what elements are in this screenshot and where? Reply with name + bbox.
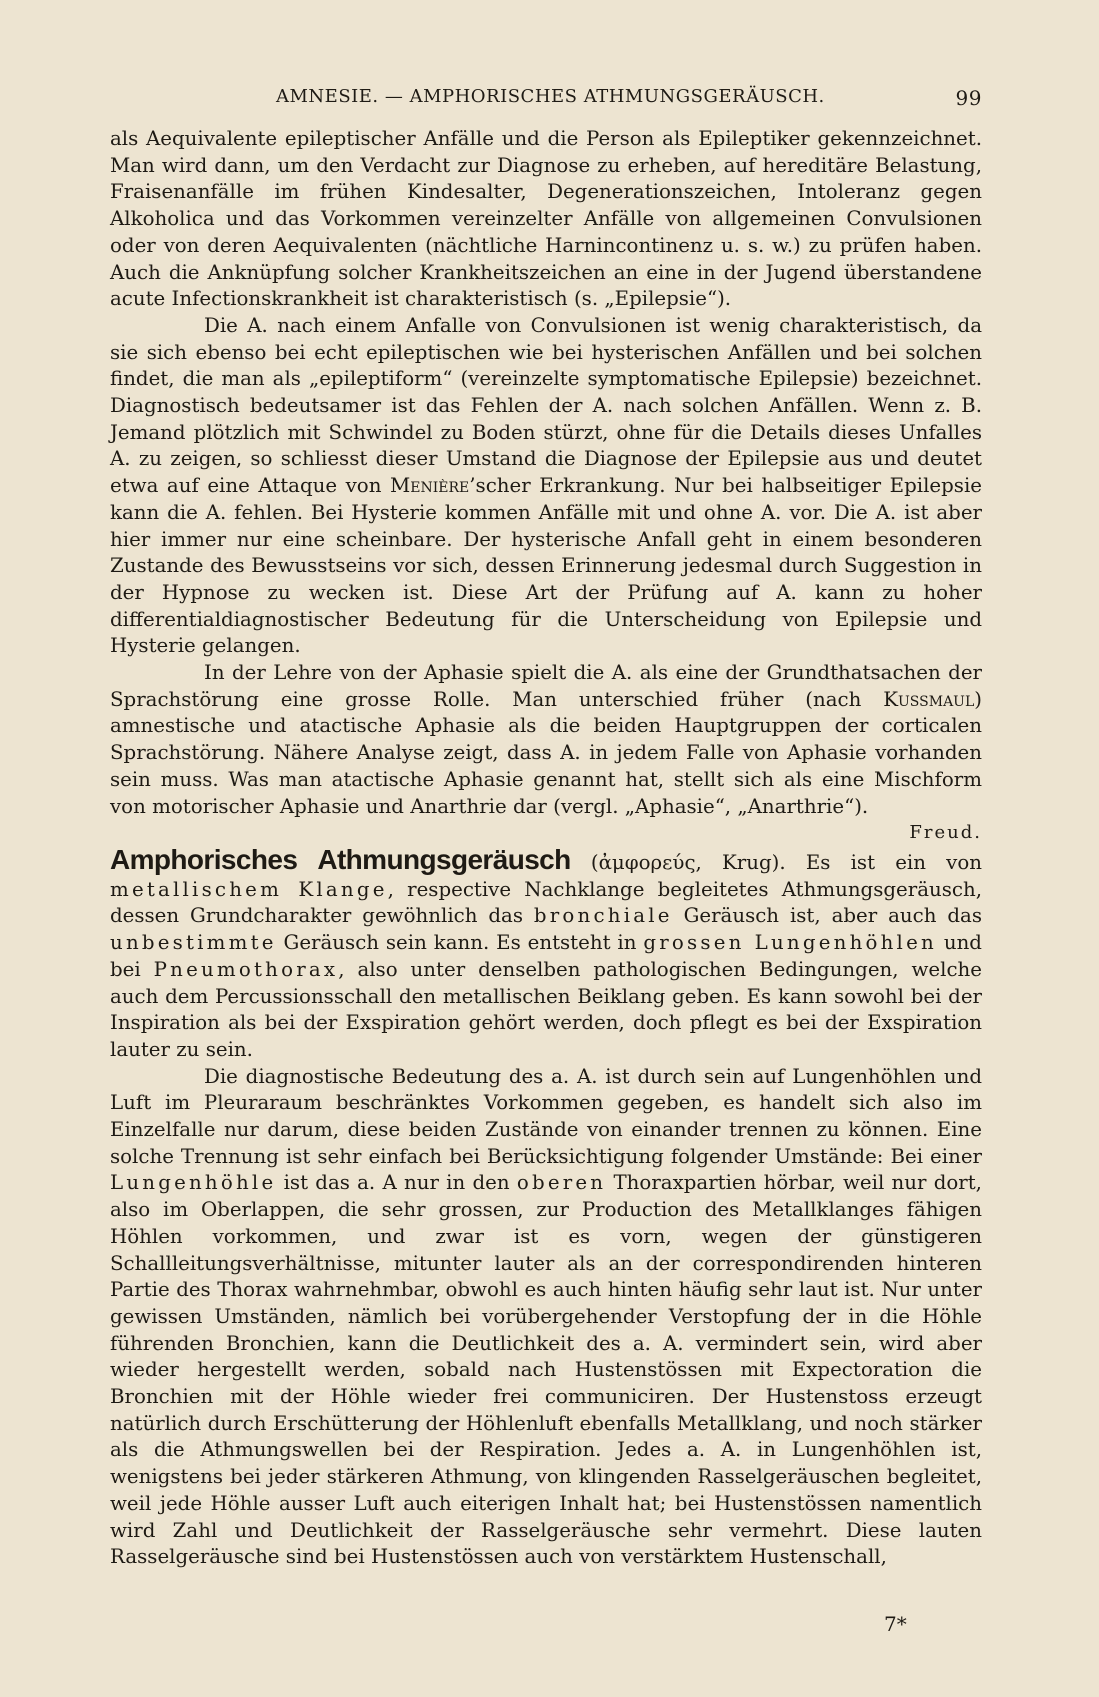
author-name: Kussmaul xyxy=(883,687,975,711)
text-run: und bei xyxy=(110,931,982,981)
text-run: Geräusch sein kann. Es entsteht in xyxy=(283,931,637,955)
spaced-term: unbestimmte xyxy=(110,931,277,955)
text-run: In der Lehre von der Aphasie spielt die A. als eine der Grundthatsachen der Sprachstörung eine grosse Rolle. Man unterschied früher (nach xyxy=(110,661,982,711)
text-run: Thoraxpartien hörbar, weil nur dort, also im Oberlappen, die sehr grossen, zur Production des Metallklanges fähigen Höhlen vorkommen, und zwar ist es vorn, wegen der günstigeren Schallleitungsverhältnisse, mitunter lauter als an der correspondirenden hinteren Partie des Thorax wahrnehmbar, obwohl es auch hinten häufig sehr laut ist. Nur unter gewissen Umständen, nämlich bei vorübergehender Verstopfung der in die Höhle führenden Bronchien, kann die Deutlichkeit des a. A. vermindert sein, wird aber wieder hergestellt werden, sobald nach Hustenstössen mit Expectoration die Bronchien mit der Höhle wieder frei communiciren. Der Hustenstoss erzeugt natürlich durch Erschütterung der Höhlenluft ebenfalls Metallklang, und noch stärker als die Athmungswellen bei der Respiration. Jedes a. A. in Lungenhöhlen ist, wenigstens bei jeder stärkeren Athmung, von klingenden Rasselgeräuschen begleitet, weil jede Höhle ausser Luft auch eiterigen Inhalt hat; bei Hustenstössen namentlich wird Zahl und Deutlichkeit der Rasselgeräusche sehr vermehrt. Diese lauten Rasselgeräusche sind bei Hustenstössen auch von verstärktem Hustenschall, xyxy=(110,1171,982,1569)
spaced-term: bronchiale xyxy=(533,904,673,928)
text-run: ’scher Erkrankung. Nur bei halbseitiger Epilepsie kann die A. fehlen. Bei Hysterie kommen Anfälle mit und ohne A. vor. Die A. ist aber hier immer nur eine scheinbare. Der hysterische Anfall geht in einem besonderen Zustande des Bewusstseins vor sich, dessen Erinnerung jedesmal durch Suggestion in der Hypnose zu wecken ist. Diese Art der Prüfung auf A. kann zu hoher differentialdiagnostischer Bedeutung für die Unterscheidung von Epilepsie und Hysterie gelangen. xyxy=(110,474,982,658)
text-run: (ἀμφορεύς, Krug). Es ist ein von xyxy=(570,850,983,874)
text-run: , also unter denselben pathologischen Bedingungen, welche auch dem Percussionsschall den metallischen Beiklang geben. Es kann sowohl bei der Inspiration als bei der Exspiration gehört werden, doch pflegt es bei der Exspiration lauter zu sein. xyxy=(110,957,982,1061)
text-run: Die A. nach einem Anfalle von Convulsionen ist wenig charakteristisch, da sie sich ebenso bei echt epileptischen wie bei hysterischen Anfällen und bei solchen findet, die man als „epileptiform“ (vereinzelte symptomatische Epilepsie) bezeichnet. Diagnostisch bedeutsamer ist das Fehlen der A. nach solchen Anfällen. Wenn z. B. Jemand plötzlich mit Schwindel zu Boden stürzt, ohne für die Details dieses Unfalles A. zu zeigen, so schliesst dieser Umstand die Diagnose der Epilepsie aus und deutet etwa auf eine Attaque von xyxy=(110,313,982,498)
entry-headword: Amphorisches Athmungsgeräusch xyxy=(110,843,571,875)
text-run: , respective Nachklange begleitetes Athmungsgeräusch, dessen Grundcharakter gewöhnlich das xyxy=(110,877,982,928)
entry-paragraph xyxy=(110,843,983,1064)
spaced-term: Pneumothorax xyxy=(153,957,339,981)
text-run: ist das a. A nur in den xyxy=(283,1171,510,1195)
author-signature: Freud. xyxy=(909,822,982,844)
author-name: Menière xyxy=(390,474,470,498)
spaced-term: grossen Lungenhöhlen xyxy=(643,931,937,955)
page-number: 99 xyxy=(955,86,982,110)
text-run: ) amnestische und atactische Aphasie als die beiden Hauptgruppen der corticalen Sprachstörung. Nähere Analyse zeigt, dass A. in jedem Falle von Aphasie vorhanden sein muss. Was man atactische Aphasie genannt hat, stellt sich als eine Mischform von motorischer Aphasie und Anarthrie dar (vergl. „Aphasie“, „Anarthrie“). xyxy=(110,687,982,818)
paragraph xyxy=(110,1064,982,1571)
running-header xyxy=(110,82,982,112)
spaced-term: Lungenhöhle xyxy=(110,1171,277,1195)
running-title: AMNESIE. — AMPHORISCHES ATHMUNGSGERÄUSCH. xyxy=(276,86,825,107)
paragraph xyxy=(110,313,982,660)
paragraph: als Aequivalente epileptischer Anfälle und die Person als Epileptiker gekennzeichnet. Man wird dann, um den Verdacht zur Diagnose zu erheben, auf hereditäre Belastung, Fraisenanfälle im frühen Kindesalter, Degenerationszeichen, Intoleranz gegen Alkoholica und das Vorkommen vereinzelter Anfälle von allgemeinen Convulsionen oder von deren Aequivalenten (nächtliche Harnincontinenz u. s. w.) zu prüfen haben. Auch die Anknüpfung solcher Krankheitszeichen an eine in der Jugend überstandene acute Infectionskrankheit ist charakteristisch (s. „Epilepsie“). xyxy=(110,127,982,311)
signature-mark: 7* xyxy=(884,1612,907,1636)
spaced-term: metallischem Klange xyxy=(110,877,388,901)
text-run: Die diagnostische Bedeutung des a. A. ist durch sein auf Lungenhöhlen und Luft im Pleuraraum beschränktes Vorkommen gegeben, es handelt sich also im Einzelfalle nur darum, diese beiden Zustände von einander trennen zu können. Eine solche Trennung ist sehr einfach bei Berücksichtigung folgender Umstände: Bei einer xyxy=(110,1064,982,1168)
spaced-term: oberen xyxy=(516,1171,607,1195)
paragraph xyxy=(110,660,982,820)
body-text xyxy=(110,126,982,1571)
text-run: Geräusch ist, aber auch das xyxy=(683,904,982,928)
